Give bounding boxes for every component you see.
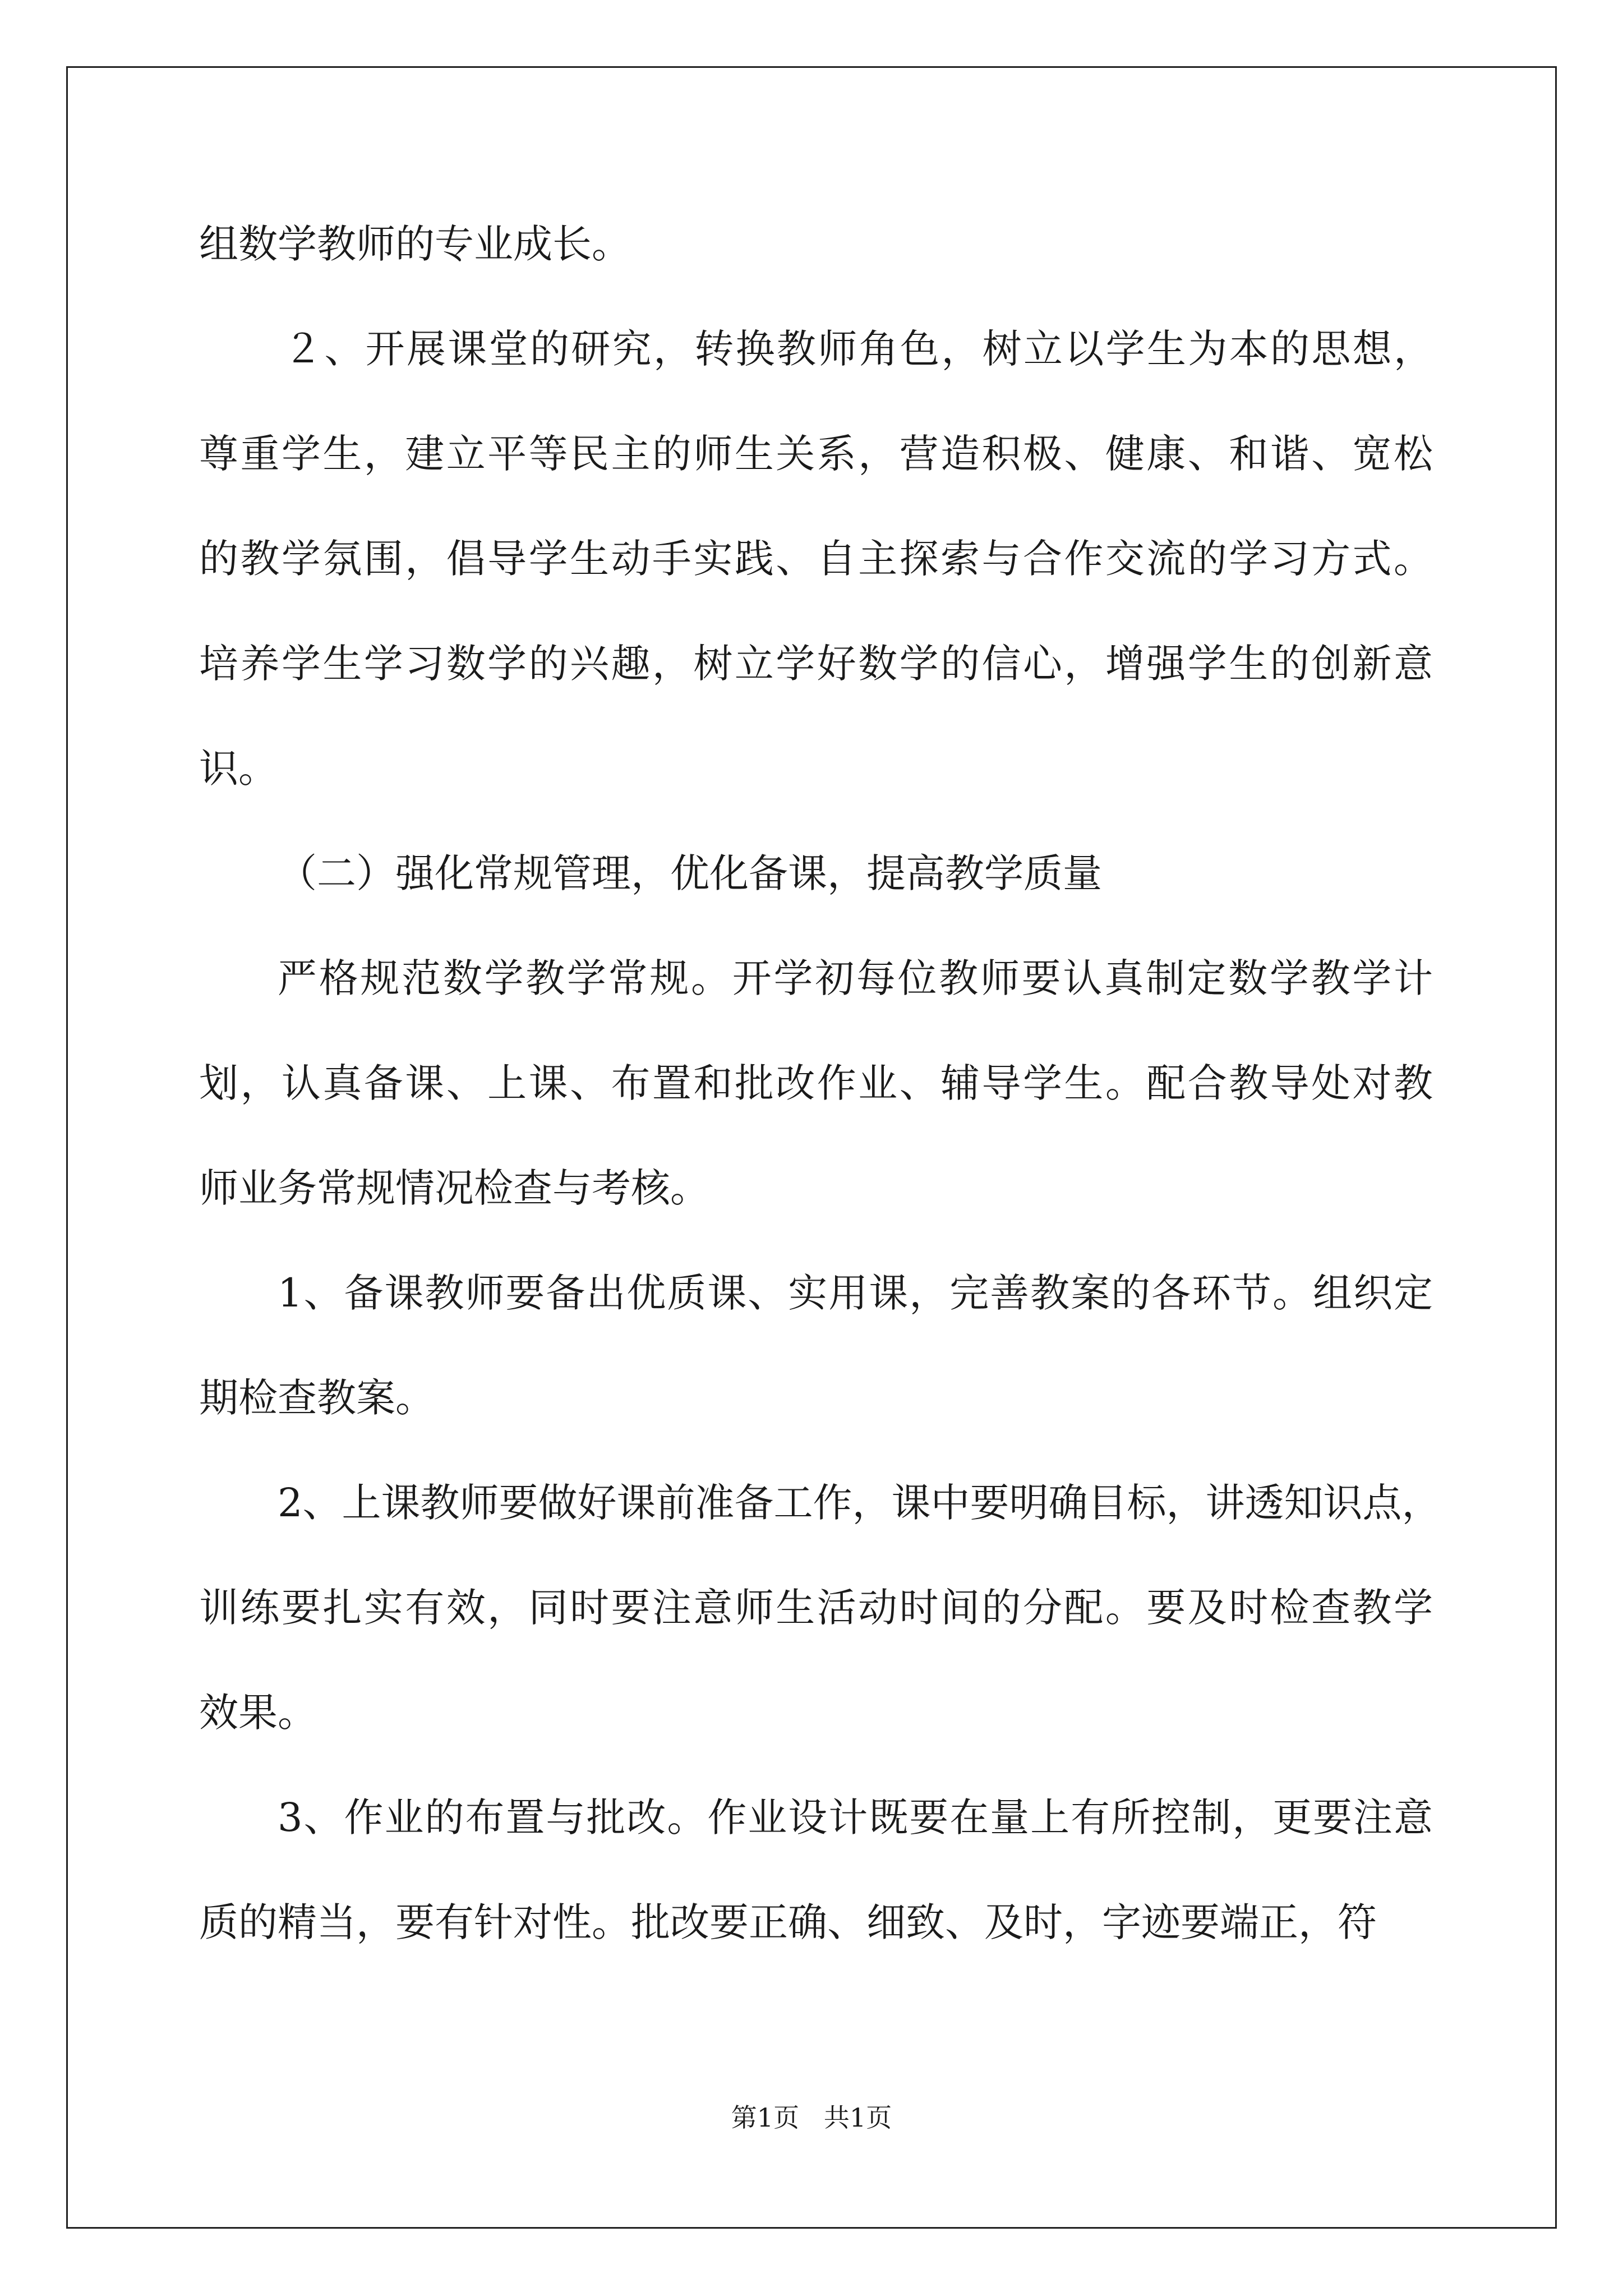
text-line: 师业务常规情况检查与考核。	[199, 1165, 709, 1211]
text-line: 的教学氛围，倡导学生动手实践、自主探索与合作交流的学习方式。	[199, 536, 1433, 582]
text-line: 组数学教师的专业成长。	[199, 221, 631, 267]
text-line: （二）强化常规管理，优化备课，提高教学质量	[278, 850, 1102, 896]
text-line: 严格规范数学教学常规。开学初每位教师要认真制定数学教学计	[278, 955, 1433, 1001]
text-line: 1、备课教师要备出优质课、实用课，完善教案的各环节。组织定	[278, 1270, 1433, 1316]
text-line: 3、作业的布置与批改。作业设计既要在量上有所控制，更要注意	[278, 1795, 1433, 1841]
text-line: 训练要扎实有效，同时要注意师生活动时间的分配。要及时检查教学	[199, 1585, 1433, 1631]
text-line: 划，认真备课、上课、布置和批改作业、辅导学生。配合教导处对教	[199, 1060, 1433, 1106]
text-line: 识。	[199, 746, 278, 792]
text-line: ２、开展课堂的研究，转换教师角色，树立以学生为本的思想，	[283, 326, 1433, 372]
text-line: 培养学生学习数学的兴趣，树立学好数学的信心，增强学生的创新意	[199, 641, 1433, 687]
text-line: 效果。	[199, 1690, 317, 1736]
text-line: 2、上课教师要做好课前准备工作，课中要明确目标，讲透知识点，	[278, 1480, 1441, 1526]
text-line: 期检查教案。	[199, 1375, 435, 1421]
text-line: 质的精当，要有针对性。批改要正确、细致、及时，字迹要端正，符	[199, 1899, 1377, 1945]
text-line: 尊重学生，建立平等民主的师生关系，营造积极、健康、和谐、宽松	[199, 431, 1433, 477]
page-footer: 第1页 共1页	[731, 2102, 892, 2133]
